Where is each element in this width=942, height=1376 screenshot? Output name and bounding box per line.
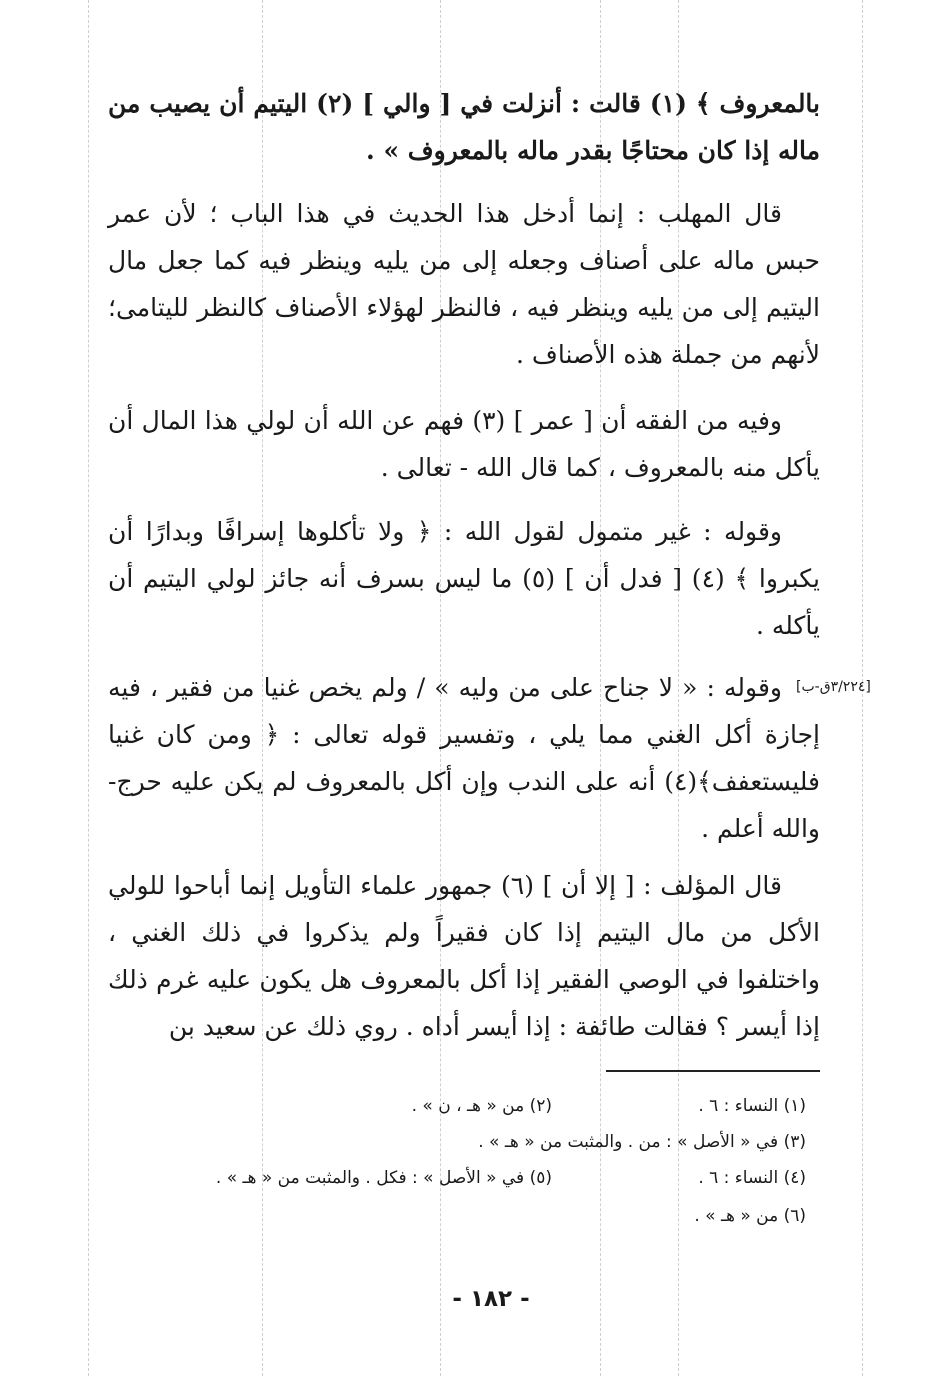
paragraph-muallif: قال المؤلف : [ إلا أن ] (٦) جمهور علماء التأويل إنما أباحوا للولي الأكل من مال اليتيم إذا كان فقيراً ولم يذكروا في ذلك الغني ، واختلفوا في الوصي الفقير إذا أكل بالمعروف هل يكون عليه غرم ذلك إذا أيسر ؟ فقالت طائفة : إذا أيسر أداه . روي ذلك عن سعيد بن [108,871,820,1041]
footnote-2: (٢) من « هـ ، ن » . [411,1096,552,1116]
footnote-3: (٣) في « الأصل » : من . والمثبت من « هـ » . [478,1132,806,1152]
manuscript-folio-reference: [٣/٢٢٤ق-ب] [796,679,871,695]
footnote-separator [606,1070,820,1072]
footnote-4: (٤) النساء : ٦ . [698,1168,806,1188]
margin-guide-line [88,0,89,1376]
paragraph-hadith-end: بالمعروف ﴾ (١) قالت : أنزلت في [ والي ] (٢) اليتيم أن يصيب من ماله إذا كان محتاجًا بقدر ماله بالمعروف » . [108,89,821,165]
paragraph-muhallab: قال المهلب : إنما أدخل هذا الحديث في هذا الباب ؛ لأن عمر حبس ماله على أصناف وجعله إلى من يليه وينظر فيه كما جعل مال اليتيم إلى من يليه وينظر فيه ، فالنظر لهؤلاء الأصناف كالنظر لليتامى؛ لأنهم من جملة هذه الأصناف . [108,199,820,369]
page-number: - ١٨٢ - [452,1286,530,1312]
paragraph-ghayr-mutamawwil: وقوله : غير متمول لقول الله : ﴿ ولا تأكلوها إسرافًا وبدارًا أن يكبروا ﴾ (٤) [ فدل أن ] (٥) ما ليس بسرف أنه جائز لولي اليتيم أن يأكله . [108,517,820,640]
footnote-5: (٥) في « الأصل » : فكل . والمثبت من « هـ » . [215,1168,552,1188]
paragraph-fiqh: وفيه من الفقه أن [ عمر ] (٣) فهم عن الله أن لولي هذا المال أن يأكل منه بالمعروف ، كما قال الله - تعالى . [108,406,820,482]
footnote-1: (١) النساء : ٦ . [698,1096,806,1116]
paragraph-la-junah: وقوله : « لا جناح على من وليه » / ولم يخص غنيا من فقير ، فيه إجازة أكل الغني مما يلي ، وتفسير قوله تعالى : ﴿ ومن كان غنيا فليستعفف﴾(٤) أنه على الندب وإن أكل بالمعروف لم يكن عليه حرج- والله أعلم . [108,673,820,843]
footnote-6: (٦) من « هـ » . [694,1206,806,1226]
